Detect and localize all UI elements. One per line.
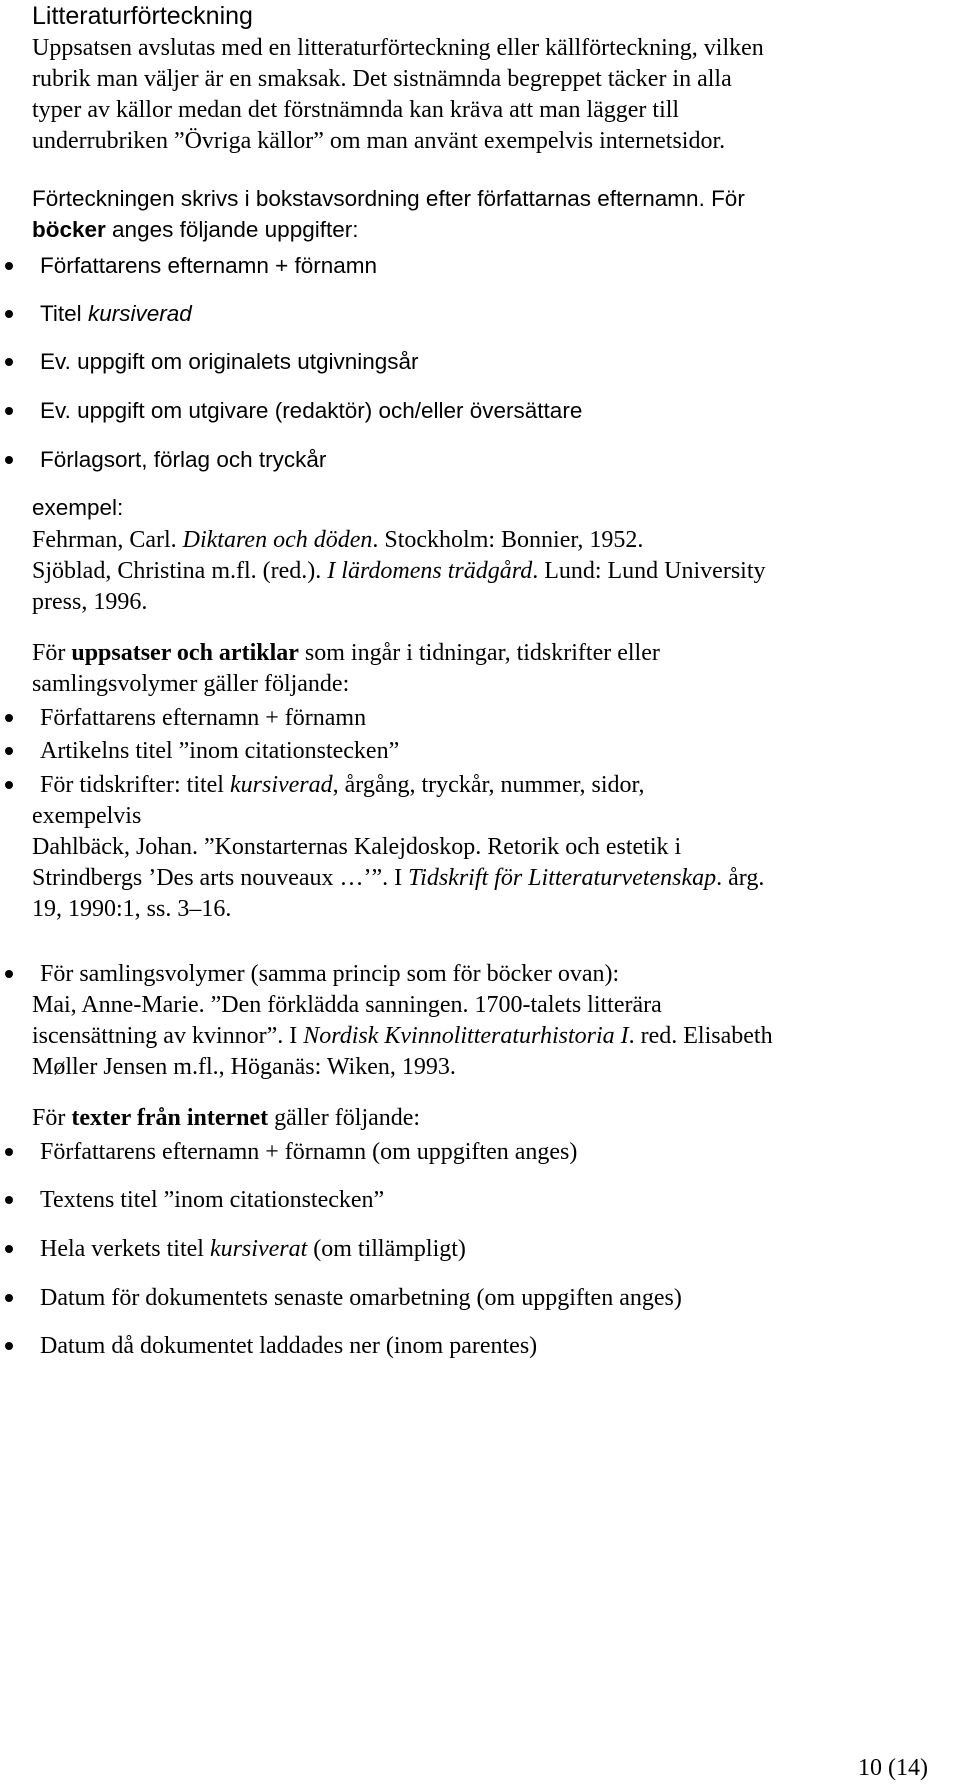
books-bullet-5: Förlagsort, förlag och tryckår [40,444,326,476]
internet-bullet-3: Hela verkets titel kursiverat (om tillämpligt) [40,1233,466,1265]
example-label: exempel: [32,495,124,520]
volume-example-1: Mai, Anne-Marie. ”Den förklädda sanningen. 1700-talets litterära [32,992,662,1018]
books-bullet-1: Författarens efternamn + förnamn [40,250,377,282]
books-bold: böcker [32,217,106,242]
bullet-dot [5,1196,13,1204]
bullet-dot [5,714,13,722]
bullet-dot [5,1294,13,1302]
section-heading: Litteraturförteckning [32,2,253,30]
intro-line-1: Uppsatsen avslutas med en litteraturförteckning eller källförteckning, vilken [32,35,764,61]
books-bullet-4: Ev. uppgift om utgivare (redaktör) och/eller översättare [40,395,582,427]
internet-bullet-1: Författarens efternamn + förnamn (om uppgiften anges) [40,1136,577,1168]
internet-bullet-5: Datum då dokumentet laddades ner (inom parentes) [40,1330,537,1362]
bullet-dot [5,781,13,789]
bullet-dot [5,1245,13,1253]
intro-line-4: underrubriken ”Övriga källor” om man använt exempelvis internetsidor. [32,128,726,154]
articles-bullet-1: Författarens efternamn + förnamn [40,702,366,734]
articles-bullet-3-cont: exempelvis [32,803,142,829]
bullet-dot [5,262,13,270]
articles-line-2: samlingsvolymer gäller följande: [32,671,350,697]
bullet-dot [5,358,13,366]
bullet-dot [5,310,13,318]
intro-line-3: typer av källor medan det förstnämnda kan kräva att man lägger till [32,97,680,123]
article-example-1: Dahlbäck, Johan. ”Konstarternas Kalejdoskop. Retorik och estetik i [32,834,682,860]
article-example-3: 19, 1990:1, ss. 3–16. [32,896,232,922]
books-line-1: Förteckningen skrivs i bokstavsordning efter författarnas efternamn. För [32,186,745,211]
articles-bullet-4: För samlingsvolymer (samma princip som för böcker ovan): [40,958,619,990]
volume-example-2: iscensättning av kvinnor”. I Nordisk Kvinnolitteraturhistoria I. red. Elisabeth [32,1023,773,1049]
book-example-1: Fehrman, Carl. Diktaren och döden. Stockholm: Bonnier, 1952. [32,527,644,553]
books-bullet-3: Ev. uppgift om originalets utgivningsår [40,346,419,378]
page-number: 10 (14) [858,1755,928,1781]
bullet-dot [5,1148,13,1156]
book-example-2: Sjöblad, Christina m.fl. (red.). I lärdomens trädgård. Lund: Lund University [32,558,766,584]
book-example-2-cont: press, 1996. [32,589,148,615]
books-bullet-2: Titel kursiverad [40,298,192,330]
bullet-dot [5,970,13,978]
bullet-dot [5,456,13,464]
intro-line-2: rubrik man väljer är en smaksak. Det sistnämnda begreppet täcker in alla [32,66,732,92]
bullet-dot [5,1342,13,1350]
articles-line-1: För uppsatser och artiklar som ingår i tidningar, tidskrifter eller [32,640,660,666]
internet-bullet-4: Datum för dokumentets senaste omarbetning (om uppgiften anges) [40,1282,682,1314]
articles-bullet-2: Artikelns titel ”inom citationstecken” [40,735,399,767]
internet-line-1: För texter från internet gäller följande: [32,1105,421,1131]
article-example-2: Strindbergs ’Des arts nouveaux …’”. I Tidskrift för Litteraturvetenskap. årg. [32,865,765,891]
internet-bullet-2: Textens titel ”inom citationstecken” [40,1184,384,1216]
bullet-dot [5,407,13,415]
books-line-2: böcker anges följande uppgifter: [32,217,359,242]
volume-example-3: Møller Jensen m.fl., Höganäs: Wiken, 1993. [32,1054,456,1080]
bullet-dot [5,747,13,755]
articles-bullet-3: För tidskrifter: titel kursiverad, årgång, tryckår, nummer, sidor, [40,769,645,801]
